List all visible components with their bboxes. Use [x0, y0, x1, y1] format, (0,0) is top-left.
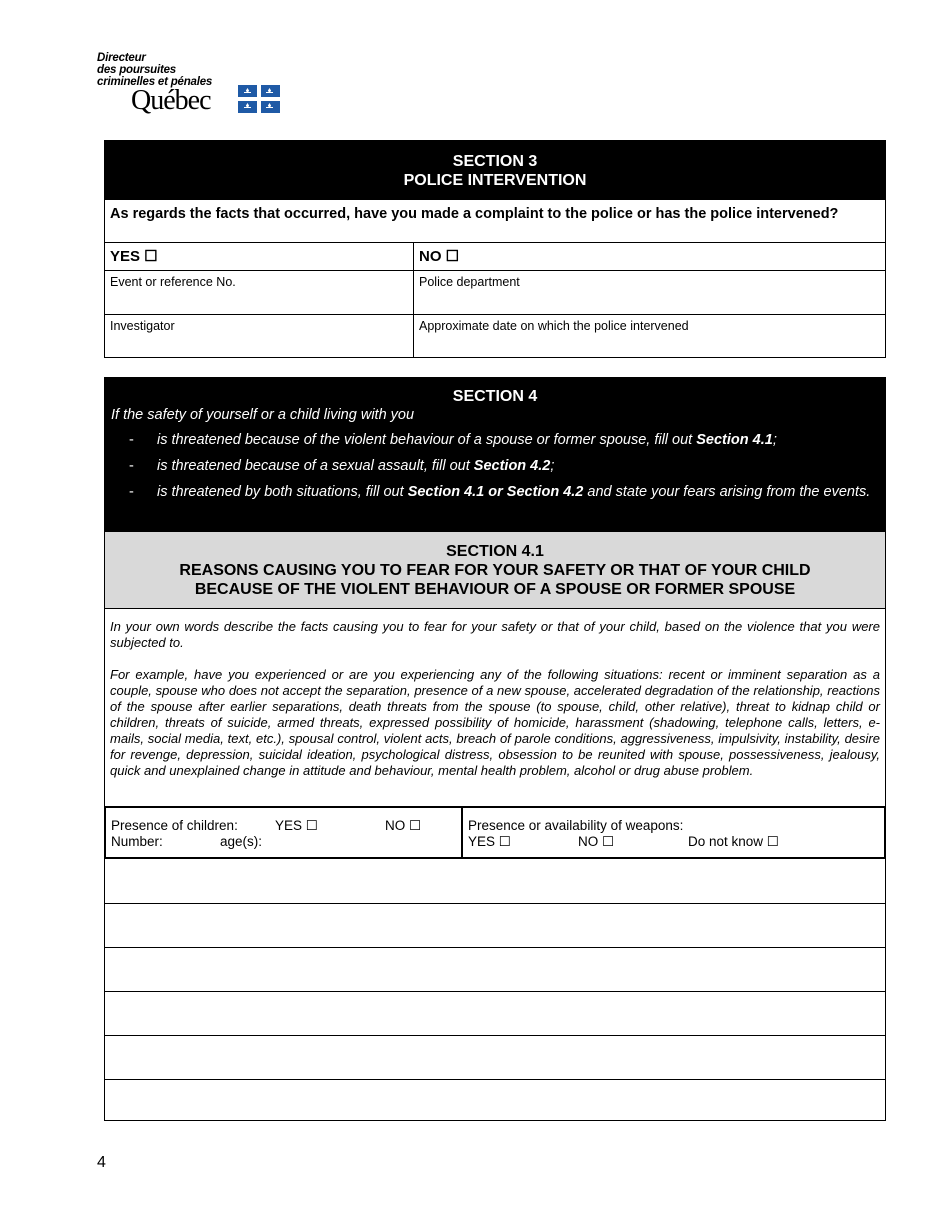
children-yes-checkbox[interactable]: YES ☐: [275, 818, 318, 833]
instruction-text: is threatened because of the violent behaviour of a spouse or former spouse, fill out: [157, 432, 697, 448]
instruction-text-end: ;: [772, 432, 777, 448]
list-dash: -: [129, 458, 134, 474]
instruction-item: [111, 457, 879, 475]
children-label: Presence of children:: [111, 818, 238, 833]
answer-line[interactable]: [105, 1080, 885, 1124]
answer-line[interactable]: [105, 1036, 885, 1080]
page-number: 4: [97, 1154, 106, 1171]
instruction-item: [111, 431, 879, 449]
instruction-section-ref: Section 4.1: [696, 432, 773, 448]
children-number-label[interactable]: Number:: [111, 834, 163, 849]
event-reference-field[interactable]: Event or reference No.: [105, 271, 414, 314]
answer-line[interactable]: [105, 992, 885, 1036]
police-complaint-question: As regards the facts that occurred, have you made a complaint to the police or has the police intervened?: [105, 200, 885, 243]
instructions-paragraph-1: In your own words describe the facts causing you to fear for your safety or that of your child, based on the violence that you were subjected to.: [110, 619, 880, 650]
answer-line[interactable]: [105, 904, 885, 948]
children-no-checkbox[interactable]: NO ☐: [385, 818, 422, 833]
instructions-paragraph-2: For example, have you experienced or are you experiencing any of the following situations: recent or imminent separation as a couple, spouse who does not accept the separation, presence of a new spouse, accelerated degradation of the relationship, reactions of the spouse after earlier separations, death threats from the spouse (to spouse, child, other relative), threat to kidnap child or children, threats of suicide, armed threats, expressed possibility of homicide, harassment (shadowing, telephone calls, letters, e-mails, social media, text, etc.), spousal control, violent acts, breach of parole conditions, aggressiveness, impulsivity, instability, desire for revenge, depression, suicidal ideation, psychological distress, obsession to be reunited with spouse, possessiveness, jealousy, quick and unexplained change in attitude and behaviour, mental health problem, alcohol or drug abuse problem.: [110, 667, 880, 778]
answer-line[interactable]: [105, 859, 885, 904]
logo-text: [97, 52, 287, 88]
instruction-item: [111, 483, 879, 501]
presence-row: [104, 806, 886, 859]
instruction-text: is threatened because of a sexual assault, fill out: [157, 458, 474, 474]
instruction-text-end: and state your fears arising from the events.: [583, 484, 871, 500]
section-4-1-header: [105, 532, 885, 609]
quebec-flag-icon: [238, 85, 280, 113]
weapons-unknown-checkbox[interactable]: Do not know ☐: [688, 834, 779, 849]
logo-line-3: criminelles et pénales: [97, 76, 213, 88]
logo-line-2: des poursuites: [97, 64, 176, 76]
section-4-1-title: SECTION 4.1: [446, 543, 544, 560]
answer-lines: [105, 859, 885, 1124]
instruction-text: is threatened by both situations, fill out: [157, 484, 408, 500]
instruction-text-end: ;: [550, 458, 555, 474]
section-4-1-heading-line-1: REASONS CAUSING YOU TO FEAR FOR YOUR SAFETY OR THAT OF YOUR CHILD: [179, 562, 811, 579]
section-3-police-intervention: [104, 140, 886, 358]
section-4-intro: If the safety of yourself or a child living with you: [111, 407, 415, 423]
list-dash: -: [129, 484, 134, 500]
section-4: [104, 377, 886, 1121]
weapons-yes-checkbox[interactable]: YES ☐: [468, 834, 511, 849]
section-3-header: [105, 141, 885, 200]
section-3-subtitle: POLICE INTERVENTION: [403, 172, 587, 189]
logo-quebec-wordmark: Québec: [131, 85, 211, 116]
investigator-field[interactable]: Investigator: [105, 315, 414, 357]
intervention-date-field[interactable]: Approximate date on which the police intervened: [419, 319, 689, 333]
logo-line-1: Directeur: [97, 52, 146, 64]
section-4-1-heading-line-2: BECAUSE OF THE VIOLENT BEHAVIOUR OF A SPOUSE OR FORMER SPOUSE: [194, 581, 796, 598]
children-ages-label[interactable]: age(s):: [220, 834, 263, 849]
reference-row: [105, 271, 885, 315]
list-dash: -: [129, 432, 134, 448]
section-4-1-instructions: [105, 609, 885, 806]
police-no-checkbox[interactable]: NO ☐: [419, 248, 460, 265]
section-4-title: SECTION 4: [452, 388, 538, 405]
police-yes-checkbox[interactable]: YES ☐: [105, 243, 414, 270]
weapons-cell: [463, 808, 884, 857]
yes-no-row: [105, 243, 885, 271]
police-department-field[interactable]: Police department: [419, 275, 520, 289]
children-cell: [106, 808, 463, 857]
instruction-section-ref: Section 4.1 or Section 4.2: [407, 484, 584, 500]
answer-line[interactable]: [105, 948, 885, 992]
section-4-instructions: [111, 431, 879, 501]
instruction-section-ref: Section 4.2: [473, 458, 551, 474]
weapons-label: Presence or availability of weapons:: [468, 818, 684, 833]
section-3-title: SECTION 3: [452, 153, 538, 170]
section-4-header: [105, 378, 885, 532]
investigator-row: [105, 315, 885, 357]
weapons-no-checkbox[interactable]: NO ☐: [578, 834, 615, 849]
dpcp-quebec-logo: [97, 52, 287, 122]
